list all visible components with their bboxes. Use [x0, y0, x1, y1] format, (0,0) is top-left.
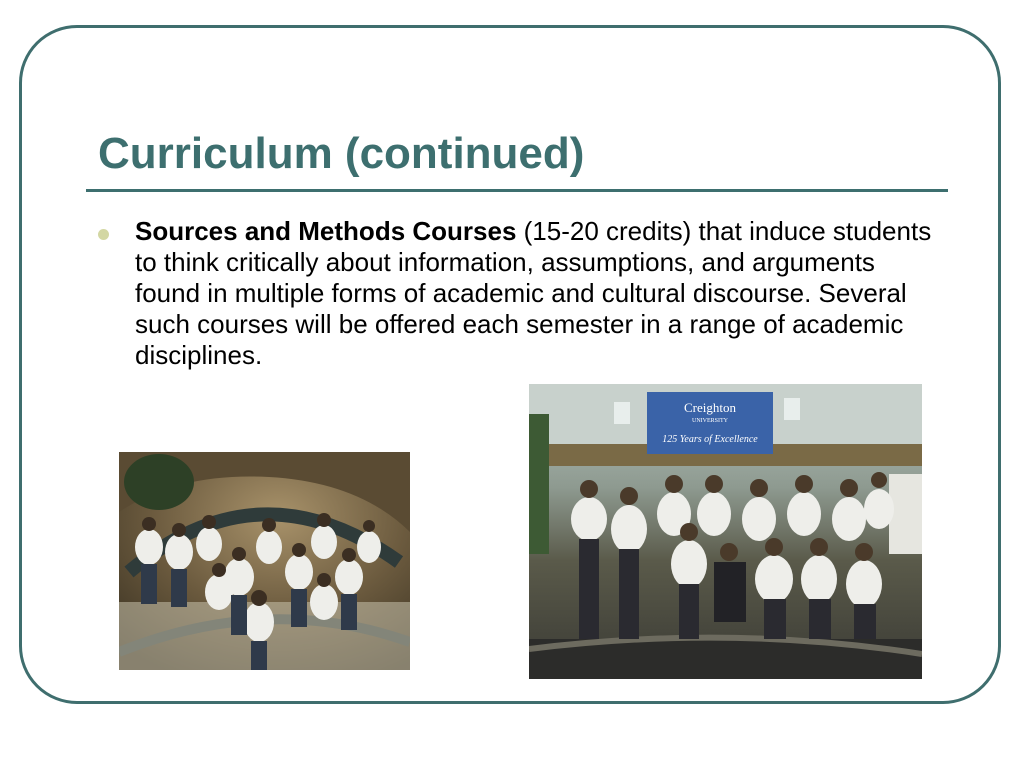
bullet-body: (15-20 credits) that induce students to think critically about information, assumptions, and arguments found in multiple forms of academic and cultural discourse. Several such courses will be offered each semester in a range of academic disciplines.	[135, 216, 932, 370]
bullet-text	[135, 216, 945, 371]
group-photo-2	[529, 384, 922, 679]
bullet-icon	[98, 229, 109, 240]
banner-line-1: Creighton	[684, 400, 736, 415]
group-photo-1-image	[119, 452, 410, 670]
group-photo-2-image	[529, 384, 922, 679]
banner-line-2: UNIVERSITY	[692, 418, 728, 424]
title-underline	[86, 189, 948, 192]
bullet-bold-lead: Sources and Methods Courses	[135, 216, 517, 246]
banner-line-3: 125 Years of Excellence	[662, 434, 758, 445]
slide-title: Curriculum (continued)	[98, 129, 585, 178]
group-photo-1	[119, 452, 410, 670]
